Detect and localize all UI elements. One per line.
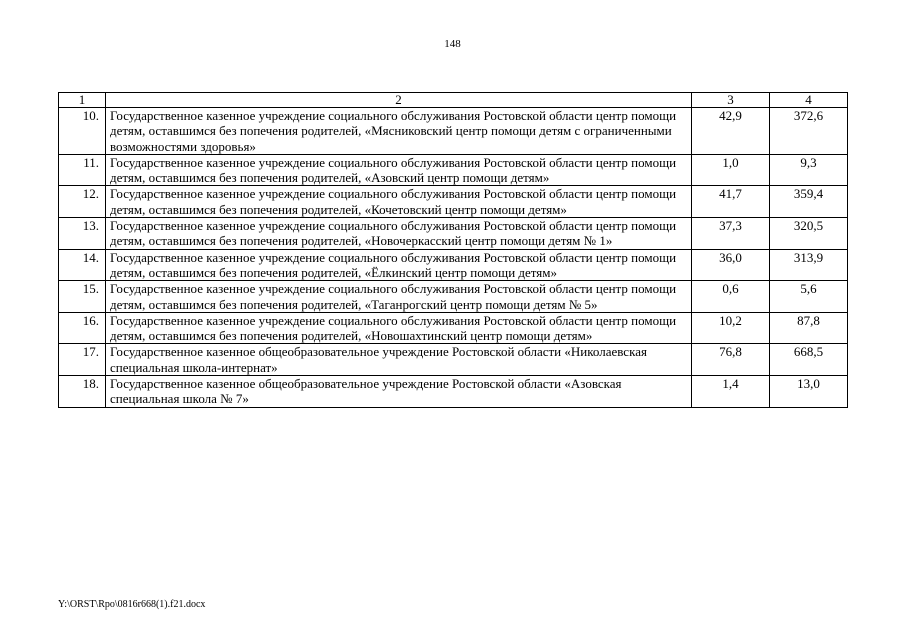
file-path-footer: Y:\ORST\Rpo\0816r668(1).f21.docx — [58, 599, 206, 610]
value-col-3: 42,9 — [692, 108, 770, 155]
page-number: 148 — [444, 38, 461, 50]
table-row — [59, 154, 848, 186]
value-col-4: 668,5 — [770, 344, 848, 376]
value-col-3: 10,2 — [692, 312, 770, 344]
institution-name: Государственное казенное учреждение социального обслуживания Ростовской области центр помощи детям, оставшимся без попечения родителей, «Новошахтинский центр помощи детям» — [106, 312, 692, 344]
row-number: 13. — [59, 218, 106, 250]
value-col-4: 13,0 — [770, 376, 848, 408]
row-number: 10. — [59, 108, 106, 155]
value-col-4: 320,5 — [770, 218, 848, 250]
header-col-2: 2 — [106, 93, 692, 108]
value-col-3: 1,0 — [692, 154, 770, 186]
institution-name: Государственное казенное учреждение социального обслуживания Ростовской области центр помощи детям, оставшимся без попечения родителей, «Азовский центр помощи детям» — [106, 154, 692, 186]
value-col-3: 76,8 — [692, 344, 770, 376]
institution-name: Государственное казенное учреждение социального обслуживания Ростовской области центр помощи детям, оставшимся без попечения родителей, «Новочеркасский центр помощи детям № 1» — [106, 218, 692, 250]
row-number: 11. — [59, 154, 106, 186]
value-col-3: 1,4 — [692, 376, 770, 408]
row-number: 18. — [59, 376, 106, 408]
table-row — [59, 376, 848, 408]
value-col-4: 87,8 — [770, 312, 848, 344]
institution-name: Государственное казенное учреждение социального обслуживания Ростовской области центр помощи детям, оставшимся без попечения родителей, «Ёлкинский центр помощи детям» — [106, 249, 692, 281]
value-col-3: 37,3 — [692, 218, 770, 250]
data-table — [58, 92, 848, 408]
table-row — [59, 281, 848, 313]
institution-name: Государственное казенное учреждение социального обслуживания Ростовской области центр помощи детям, оставшимся без попечения родителей, «Мясниковский центр помощи детям с ограниченными возможностями здоровья» — [106, 108, 692, 155]
table-row — [59, 186, 848, 218]
value-col-4: 9,3 — [770, 154, 848, 186]
value-col-4: 5,6 — [770, 281, 848, 313]
table-header-row — [59, 93, 848, 108]
table-row — [59, 312, 848, 344]
value-col-3: 0,6 — [692, 281, 770, 313]
row-number: 12. — [59, 186, 106, 218]
row-number: 16. — [59, 312, 106, 344]
value-col-4: 313,9 — [770, 249, 848, 281]
header-col-4: 4 — [770, 93, 848, 108]
institution-name: Государственное казенное учреждение социального обслуживания Ростовской области центр помощи детям, оставшимся без попечения родителей, «Таганрогский центр помощи детям № 5» — [106, 281, 692, 313]
institution-name: Государственное казенное общеобразовательное учреждение Ростовской области «Азовская специальная школа № 7» — [106, 376, 692, 408]
value-col-3: 41,7 — [692, 186, 770, 218]
row-number: 17. — [59, 344, 106, 376]
row-number: 15. — [59, 281, 106, 313]
table-row — [59, 249, 848, 281]
table-row — [59, 108, 848, 155]
institution-name: Государственное казенное учреждение социального обслуживания Ростовской области центр помощи детям, оставшимся без попечения родителей, «Кочетовский центр помощи детям» — [106, 186, 692, 218]
header-col-3: 3 — [692, 93, 770, 108]
value-col-4: 359,4 — [770, 186, 848, 218]
table-row — [59, 344, 848, 376]
header-col-1: 1 — [59, 93, 106, 108]
institution-name: Государственное казенное общеобразовательное учреждение Ростовской области «Николаевская специальная школа-интернат» — [106, 344, 692, 376]
table-row — [59, 218, 848, 250]
row-number: 14. — [59, 249, 106, 281]
value-col-3: 36,0 — [692, 249, 770, 281]
value-col-4: 372,6 — [770, 108, 848, 155]
